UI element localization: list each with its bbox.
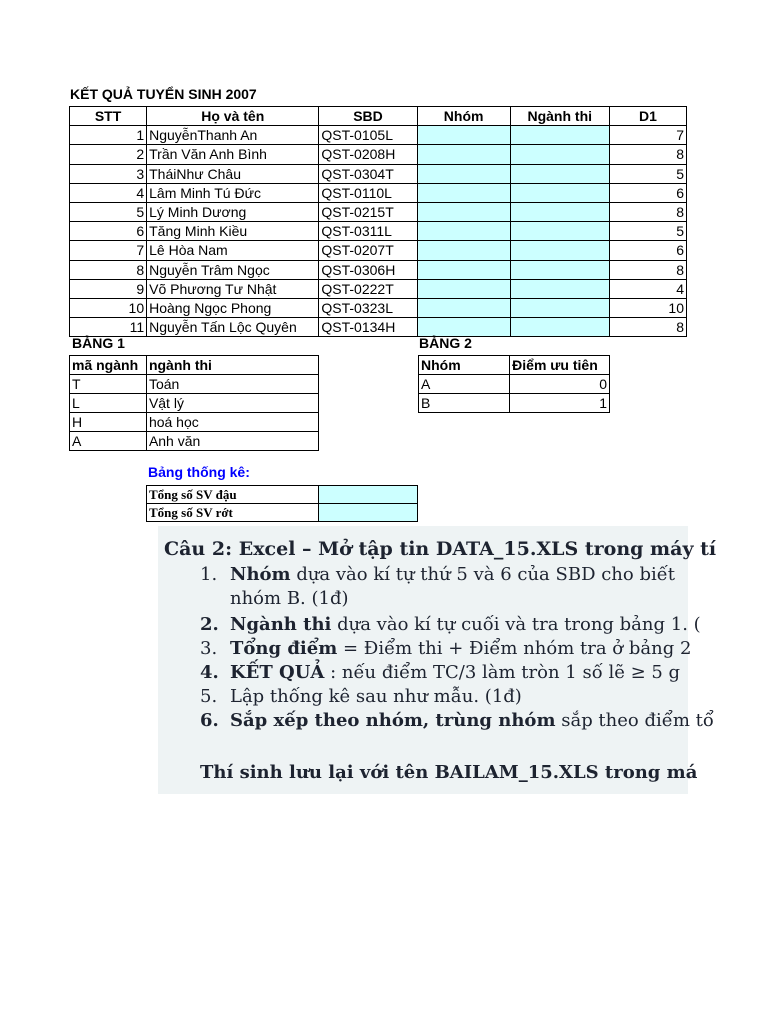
cell-stt[interactable]: 2 [70, 145, 147, 164]
cell-name[interactable]: Lê Hòa Nam [147, 241, 319, 260]
bang1-cell-name[interactable]: Toán [146, 375, 318, 394]
cell-stt[interactable]: 4 [70, 183, 147, 202]
bang2-table [418, 355, 610, 413]
cell-nganh-thi[interactable] [510, 126, 609, 145]
instruction-keyword: Nhóm [230, 564, 291, 585]
cell-name[interactable]: Hoàng Ngọc Phong [147, 298, 319, 317]
bang1-header-row [70, 356, 319, 375]
table-row [70, 298, 687, 317]
bang2-header-row [419, 356, 610, 375]
instruction-item [200, 638, 691, 659]
stats-label-pass: Tổng số SV đậu [147, 486, 319, 504]
bang1-cell-code[interactable]: H [70, 413, 147, 432]
stats-table [146, 485, 418, 522]
bang1-row [70, 413, 319, 432]
bang2-label: BẢNG 2 [419, 335, 472, 351]
table-row [70, 222, 687, 241]
cell-nhom[interactable] [417, 241, 510, 260]
bang1-cell-code[interactable]: T [70, 375, 147, 394]
table-row [70, 145, 687, 164]
cell-sbd[interactable]: QST-0222T [319, 279, 417, 298]
cell-d1[interactable]: 5 [609, 164, 686, 183]
table-row [70, 183, 687, 202]
instruction-text: dựa vào kí tự cuối và tra trong bảng 1. ( [331, 614, 701, 635]
instruction-number: 2. [200, 614, 219, 635]
table-row [70, 318, 687, 337]
bang2-cell-bonus[interactable]: 0 [510, 375, 610, 394]
cell-nganh-thi[interactable] [510, 318, 609, 337]
instruction-text: = Điểm thi + Điểm nhóm tra ở bảng 2 [337, 638, 692, 659]
stats-title: Bảng thống kê: [148, 464, 250, 480]
instructions-footer [200, 762, 697, 783]
cell-name[interactable]: NguyễnThanh An [147, 126, 319, 145]
instruction-keyword: KẾT QUẢ [230, 662, 325, 683]
bang2-header-group: Nhóm [419, 356, 510, 375]
footer-text: Thí sinh lưu lại với tên BAILAM_15.XLS trong má [200, 762, 698, 783]
cell-sbd[interactable]: QST-0215T [319, 202, 417, 221]
bang2-row [419, 394, 610, 413]
bang1-row [70, 375, 319, 394]
bang2-row [419, 375, 610, 394]
cell-sbd[interactable]: QST-0110L [319, 183, 417, 202]
cell-d1[interactable]: 5 [609, 222, 686, 241]
cell-stt[interactable]: 8 [70, 260, 147, 279]
table-row [70, 260, 687, 279]
cell-d1[interactable]: 8 [609, 202, 686, 221]
cell-stt[interactable]: 3 [70, 164, 147, 183]
cell-d1[interactable]: 6 [609, 241, 686, 260]
instruction-item [200, 588, 349, 609]
cell-nhom[interactable] [417, 183, 510, 202]
bang1-cell-code[interactable]: L [70, 394, 147, 413]
bang1-table [69, 355, 319, 451]
header-d1: D1 [609, 107, 686, 126]
cell-stt[interactable]: 1 [70, 126, 147, 145]
cell-nhom[interactable] [417, 279, 510, 298]
cell-d1[interactable]: 8 [609, 145, 686, 164]
instructions-heading [164, 538, 716, 560]
cell-nganh-thi[interactable] [510, 183, 609, 202]
cell-nganh-thi[interactable] [510, 241, 609, 260]
cell-name[interactable]: Lý Minh Dương [147, 202, 319, 221]
bang2-cell-group[interactable]: B [419, 394, 510, 413]
instruction-number: 4. [200, 662, 219, 683]
cell-nganh-thi[interactable] [510, 145, 609, 164]
cell-stt[interactable]: 7 [70, 241, 147, 260]
bang1-header-code: mã ngành [70, 356, 147, 375]
bang2-cell-bonus[interactable]: 1 [510, 394, 610, 413]
instruction-item [200, 710, 714, 731]
instruction-text: nhóm B. (1đ) [230, 588, 349, 609]
instructions-image [158, 526, 717, 794]
bang1-cell-name[interactable]: Anh văn [146, 432, 318, 451]
instruction-number: 3. [200, 638, 218, 659]
cell-nganh-thi[interactable] [510, 222, 609, 241]
cell-sbd[interactable]: QST-0311L [319, 222, 417, 241]
instruction-number: 1. [200, 564, 218, 585]
instruction-text: dựa vào kí tự thứ 5 và 6 của SBD cho biết [290, 564, 676, 585]
stats-row-pass [147, 486, 418, 504]
cell-nhom[interactable] [417, 222, 510, 241]
header-nhom: Nhóm [417, 107, 510, 126]
cell-sbd[interactable]: QST-0208H [319, 145, 417, 164]
bang2-cell-group[interactable]: A [419, 375, 510, 394]
instruction-keyword: Sắp xếp theo nhóm, trùng nhóm [230, 710, 556, 731]
instruction-number: 6. [200, 710, 219, 731]
instruction-item [200, 662, 680, 683]
cell-sbd[interactable]: QST-0207T [319, 241, 417, 260]
header-sbd: SBD [319, 107, 417, 126]
cell-name[interactable]: Trần Văn Anh Bình [147, 145, 319, 164]
heading-rest: : Excel – Mở tập tin DATA_15.XLS trong máy tí [225, 538, 717, 560]
bang2-header-bonus: Điểm ưu tiên [510, 356, 610, 375]
cell-name[interactable]: Nguyễn Tấn Lộc Quyên [147, 318, 319, 337]
cell-sbd[interactable]: QST-0105L [319, 126, 417, 145]
sheet-title: KẾT QUẢ TUYỂN SINH 2007 [70, 86, 257, 102]
instruction-item [200, 564, 675, 585]
instruction-keyword: Tổng điểm [230, 638, 338, 659]
cell-stt[interactable]: 5 [70, 202, 147, 221]
instruction-keyword: Ngành thi [230, 614, 332, 635]
cell-d1[interactable]: 4 [609, 279, 686, 298]
cell-d1[interactable]: 8 [609, 318, 686, 337]
stats-row-fail [147, 504, 418, 522]
cell-nganh-thi[interactable] [510, 164, 609, 183]
cell-nhom[interactable] [417, 202, 510, 221]
cell-name[interactable]: Nguyễn Trâm Ngọc [147, 260, 319, 279]
header-name: Họ và tên [147, 107, 319, 126]
cell-d1[interactable]: 10 [609, 298, 686, 317]
cell-sbd[interactable]: QST-0323L [319, 298, 417, 317]
bang1-cell-code[interactable]: A [70, 432, 147, 451]
instruction-number: 5. [200, 686, 218, 707]
bang1-row [70, 432, 319, 451]
instruction-text: sắp theo điểm tổ [555, 710, 714, 731]
cell-nhom[interactable] [417, 164, 510, 183]
header-stt: STT [70, 107, 147, 126]
table-row [70, 164, 687, 183]
cell-stt[interactable]: 9 [70, 279, 147, 298]
cell-nganh-thi[interactable] [510, 298, 609, 317]
cell-stt[interactable]: 11 [70, 318, 147, 337]
heading-prefix: Câu 2 [164, 538, 226, 560]
cell-stt[interactable]: 10 [70, 298, 147, 317]
instruction-item [200, 614, 701, 635]
table-row [70, 126, 687, 145]
cell-d1[interactable]: 8 [609, 260, 686, 279]
instruction-text: Lập thống kê sau như mẫu. (1đ) [230, 686, 522, 707]
cell-name[interactable]: Võ Phương Tư Nhật [147, 279, 319, 298]
cell-name[interactable]: Tăng Minh Kiều [147, 222, 319, 241]
stats-value-fail[interactable] [318, 504, 417, 522]
stats-label-fail: Tổng số SV rớt [147, 504, 319, 522]
bang1-header-name: ngành thi [146, 356, 318, 375]
cell-nganh-thi[interactable] [510, 202, 609, 221]
cell-sbd[interactable]: QST-0306H [319, 260, 417, 279]
cell-nhom[interactable] [417, 126, 510, 145]
cell-nhom[interactable] [417, 318, 510, 337]
bang1-row [70, 394, 319, 413]
table-row [70, 241, 687, 260]
cell-name[interactable]: Lâm Minh Tú Đức [147, 183, 319, 202]
table-row [70, 202, 687, 221]
bang1-cell-name[interactable]: hoá học [146, 413, 318, 432]
table-row [70, 279, 687, 298]
bang1-cell-name[interactable]: Vật lý [146, 394, 318, 413]
cell-d1[interactable]: 6 [609, 183, 686, 202]
instruction-text: : nếu điểm TC/3 làm tròn 1 số lẽ ≥ 5 g [324, 662, 681, 683]
cell-sbd[interactable]: QST-0134H [319, 318, 417, 337]
cell-stt[interactable]: 6 [70, 222, 147, 241]
stats-value-pass[interactable] [318, 486, 417, 504]
cell-nhom[interactable] [417, 145, 510, 164]
cell-nganh-thi[interactable] [510, 260, 609, 279]
instruction-item [200, 686, 522, 707]
table-header-row [70, 107, 687, 126]
cell-sbd[interactable]: QST-0304T [319, 164, 417, 183]
cell-d1[interactable]: 7 [609, 126, 686, 145]
cell-nhom[interactable] [417, 298, 510, 317]
header-nganh-thi: Ngành thi [510, 107, 609, 126]
cell-nhom[interactable] [417, 260, 510, 279]
cell-name[interactable]: TháiNhư Châu [147, 164, 319, 183]
results-table [69, 106, 687, 337]
bang1-label: BẢNG 1 [72, 335, 125, 351]
cell-nganh-thi[interactable] [510, 279, 609, 298]
